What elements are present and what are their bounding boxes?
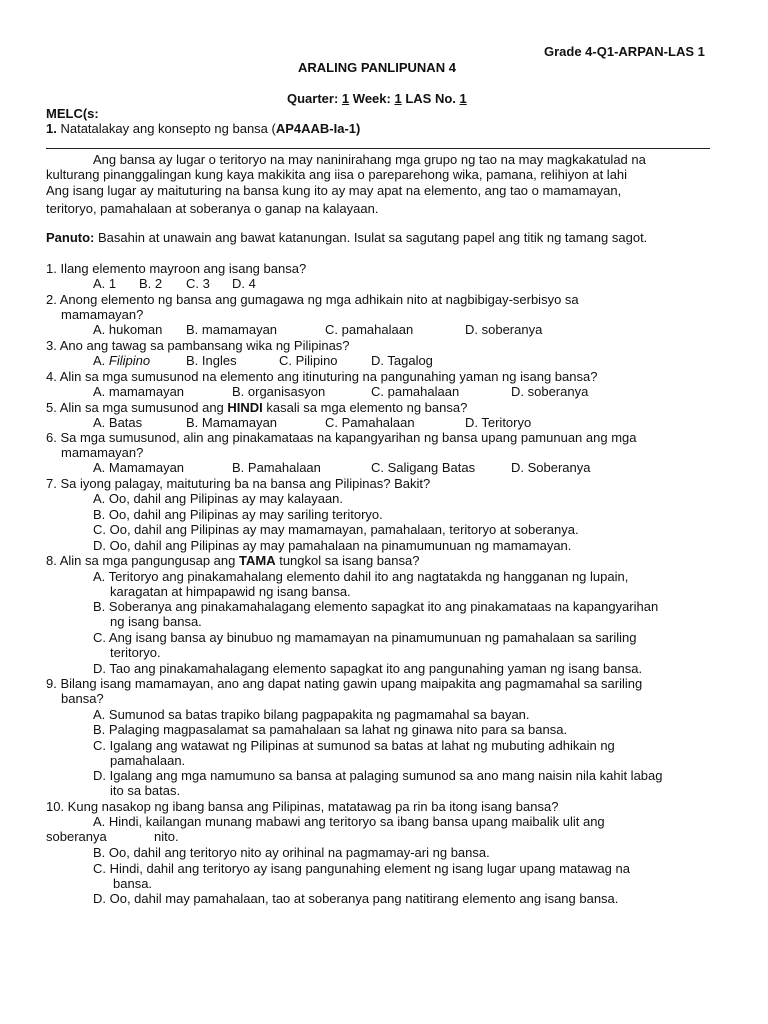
quarter-week-las (287, 91, 467, 106)
q5-option-c: C. Pamahalaan (325, 415, 415, 430)
question-9-line-2: bansa? (61, 691, 104, 706)
question-5 (46, 400, 467, 415)
q10-option-d: D. Oo, dahil may pamahalaan, tao at soberanya pang natitirang elemento ang isang bansa. (93, 891, 619, 906)
q6-option-c: C. Saligang Batas (371, 460, 476, 475)
worksheet-code: Grade 4-Q1-ARPAN-LAS 1 (544, 44, 705, 59)
melc-line (46, 121, 360, 136)
intro-line-3: Ang isang lugar ay maituturing na bansa kung ito ay may apat na elemento, ang tao o mamamayan, (46, 183, 622, 198)
question-9-line-1: 9. Bilang isang mamamayan, ano ang dapat nating gawin upang maipakita ang pagmamahal sa sariling (46, 676, 643, 691)
q4-option-d: D. soberanya (511, 384, 589, 399)
q2-option-a: A. hukoman (93, 322, 163, 337)
q7-option-c: C. Oo, dahil ang Pilipinas ay may mamamayan, pamahalaan, teritoryo at soberanya. (93, 522, 579, 537)
q8-option-a-line-2: karagatan at himpapawid ng isang bansa. (110, 584, 351, 599)
melc-number: 1. (46, 121, 57, 136)
q8-option-c-line-2: teritoryo. (110, 645, 161, 660)
q9-option-d-line-1: D. Igalang ang mga namumuno sa bansa at palaging sumunod sa ano mang naisin nila kahit labag (93, 768, 663, 783)
q10-option-a-line-2-right: nito. (154, 829, 179, 844)
divider (46, 148, 710, 149)
q1-option-b: B. 2 (139, 276, 163, 291)
instructions-label: Panuto: (46, 230, 95, 245)
question-7: 7. Sa iyong palagay, maituturing ba na bansa ang Pilipinas? Bakit? (46, 476, 431, 491)
q7-option-d: D. Oo, dahil ang Pilipinas ay may pamahalaan na pinamumunuan ng mamamayan. (93, 538, 572, 553)
intro-line-2: kulturang pinanggalingan kung kaya makikita ang iisa o pareparehong wika, pamana, relihiyon at lahi (46, 167, 628, 182)
q1-option-d: D. 4 (232, 276, 256, 291)
q5-suffix: kasali sa mga elemento ng bansa? (266, 400, 468, 415)
q2-option-b: B. mamamayan (186, 322, 278, 337)
question-10: 10. Kung nasakop ng ibang bansa ang Pilipinas, matatawag pa rin ba itong isang bansa? (46, 799, 559, 814)
q10-option-b: B. Oo, dahil ang teritoryo nito ay orihinal na pagmamay-ari ng bansa. (93, 845, 490, 860)
intro-line-4: teritoryo, pamahalaan at soberanya o ganap na kalayaan. (46, 201, 379, 216)
q8-option-b-line-1: B. Soberanya ang pinakamahalagang elemento sapagkat ito ang pinakamataas na kapangyarihan (93, 599, 659, 614)
q5-option-d: D. Teritoryo (465, 415, 532, 430)
q1-option-c: C. 3 (186, 276, 210, 291)
q8-option-a-line-1: A. Teritoryo ang pinakamahalang elemento dahil ito ang nagtatakda ng hangganan ng lupain, (93, 569, 629, 584)
quarter-value: 1 (341, 91, 350, 106)
q5-emphasis: HINDI (227, 400, 263, 415)
q10-option-a-line-2-left: soberanya (46, 829, 107, 844)
q9-option-a: A. Sumunod sa batas trapiko bilang pagpapakita ng pagmamahal sa bayan. (93, 707, 530, 722)
q7-option-b: B. Oo, dahil ang Pilipinas ay may sariling teritoryo. (93, 507, 383, 522)
q6-option-a: A. Mamamayan (93, 460, 185, 475)
q9-option-d-line-2: ito sa batas. (110, 783, 181, 798)
q8-option-d: D. Tao ang pinakamahalagang elemento sapagkat ito ang pangunahing yaman ng isang bansa. (93, 661, 643, 676)
question-4: 4. Alin sa mga sumusunod na elemento ang itinuturing na pangunahing yaman ng isang bansa? (46, 369, 598, 384)
q8-option-c-line-1: C. Ang isang bansa ay binubuo ng mamamayan na pinamumunuan ng pamahalaan sa sariling (93, 630, 637, 645)
question-3: 3. Ano ang tawag sa pambansang wika ng Pilipinas? (46, 338, 350, 353)
q9-option-b: B. Palaging magpasalamat sa pamahalaan sa lahat ng ginawa nito para sa bansa. (93, 722, 568, 737)
q3-option-c: C. Pilipino (279, 353, 338, 368)
q3-option-b: B. Ingles (186, 353, 237, 368)
q9-option-c-line-2: pamahalaan. (110, 753, 186, 768)
instructions-text: Basahin at unawain ang bawat katanungan. Isulat sa sagutang papel ang titik ng tamang sagot. (98, 230, 648, 245)
question-2-line-2: mamamayan? (61, 307, 144, 322)
subject-title: ARALING PANLIPUNAN 4 (298, 60, 456, 75)
melc-text: Natatalakay ang konsepto ng bansa ( (60, 121, 276, 136)
q4-option-a: A. mamamayan (93, 384, 185, 399)
instructions (46, 230, 647, 245)
q3-option-a-letter: A. (93, 353, 106, 368)
q10-option-c-line-2: bansa. (113, 876, 153, 891)
q3-option-a-text: Filipino (108, 353, 151, 368)
q4-option-c: C. pamahalaan (371, 384, 460, 399)
question-6-line-1: 6. Sa mga sumusunod, alin ang pinakamataas na kapangyarihan ng bansa upang pamunuan ang mga (46, 430, 637, 445)
quarter-label: Quarter: (287, 91, 339, 106)
question-8 (46, 553, 419, 568)
q8-prefix: 8. Alin sa mga pangungusap ang (46, 553, 236, 568)
las-label: LAS No. (405, 91, 456, 106)
q10-option-a-line-1: A. Hindi, kailangan munang mabawi ang teritoryo sa ibang bansa upang maibalik ulit ang (93, 814, 605, 829)
q8-option-b-line-2: ng isang bansa. (110, 614, 202, 629)
q8-emphasis: TAMA (239, 553, 276, 568)
q4-option-b: B. organisasyon (232, 384, 326, 399)
q9-option-c-line-1: C. Igalang ang watawat ng Pilipinas at sumunod sa batas at lahat ng mubuting adhikain ng (93, 738, 615, 753)
melc-code: AP4AAB-Ia-1) (275, 121, 361, 136)
q7-option-a: A. Oo, dahil ang Pilipinas ay may kalayaan. (93, 491, 344, 506)
q2-option-d: D. soberanya (465, 322, 543, 337)
las-value: 1 (459, 91, 467, 106)
q5-option-a: A. Batas (93, 415, 143, 430)
q6-option-b: B. Pamahalaan (232, 460, 321, 475)
q10-option-c-line-1: C. Hindi, dahil ang teritoryo ay isang pangunahing element ng isang lugar upang matawag na (93, 861, 630, 876)
melc-heading: MELC(s: (46, 106, 99, 121)
intro-line-1: Ang bansa ay lugar o teritoryo na may naninirahang mga grupo ng tao na may magkakatulad na (93, 152, 646, 167)
q5-option-b: B. Mamamayan (186, 415, 278, 430)
week-label: Week: (352, 91, 391, 106)
q8-suffix: tungkol sa isang bansa? (279, 553, 420, 568)
q1-option-a: A. 1 (93, 276, 117, 291)
q6-option-d: D. Soberanya (511, 460, 591, 475)
q5-prefix: 5. Alin sa mga sumusunod ang (46, 400, 224, 415)
question-1: 1. Ilang elemento mayroon ang isang bansa? (46, 261, 307, 276)
week-value: 1 (394, 91, 402, 106)
q3-option-a (93, 353, 150, 368)
q3-option-d: D. Tagalog (371, 353, 433, 368)
question-2-line-1: 2. Anong elemento ng bansa ang gumagawa ng mga adhikain nito at nagbibigay-serbisyo sa (46, 292, 579, 307)
question-6-line-2: mamamayan? (61, 445, 144, 460)
q2-option-c: C. pamahalaan (325, 322, 414, 337)
